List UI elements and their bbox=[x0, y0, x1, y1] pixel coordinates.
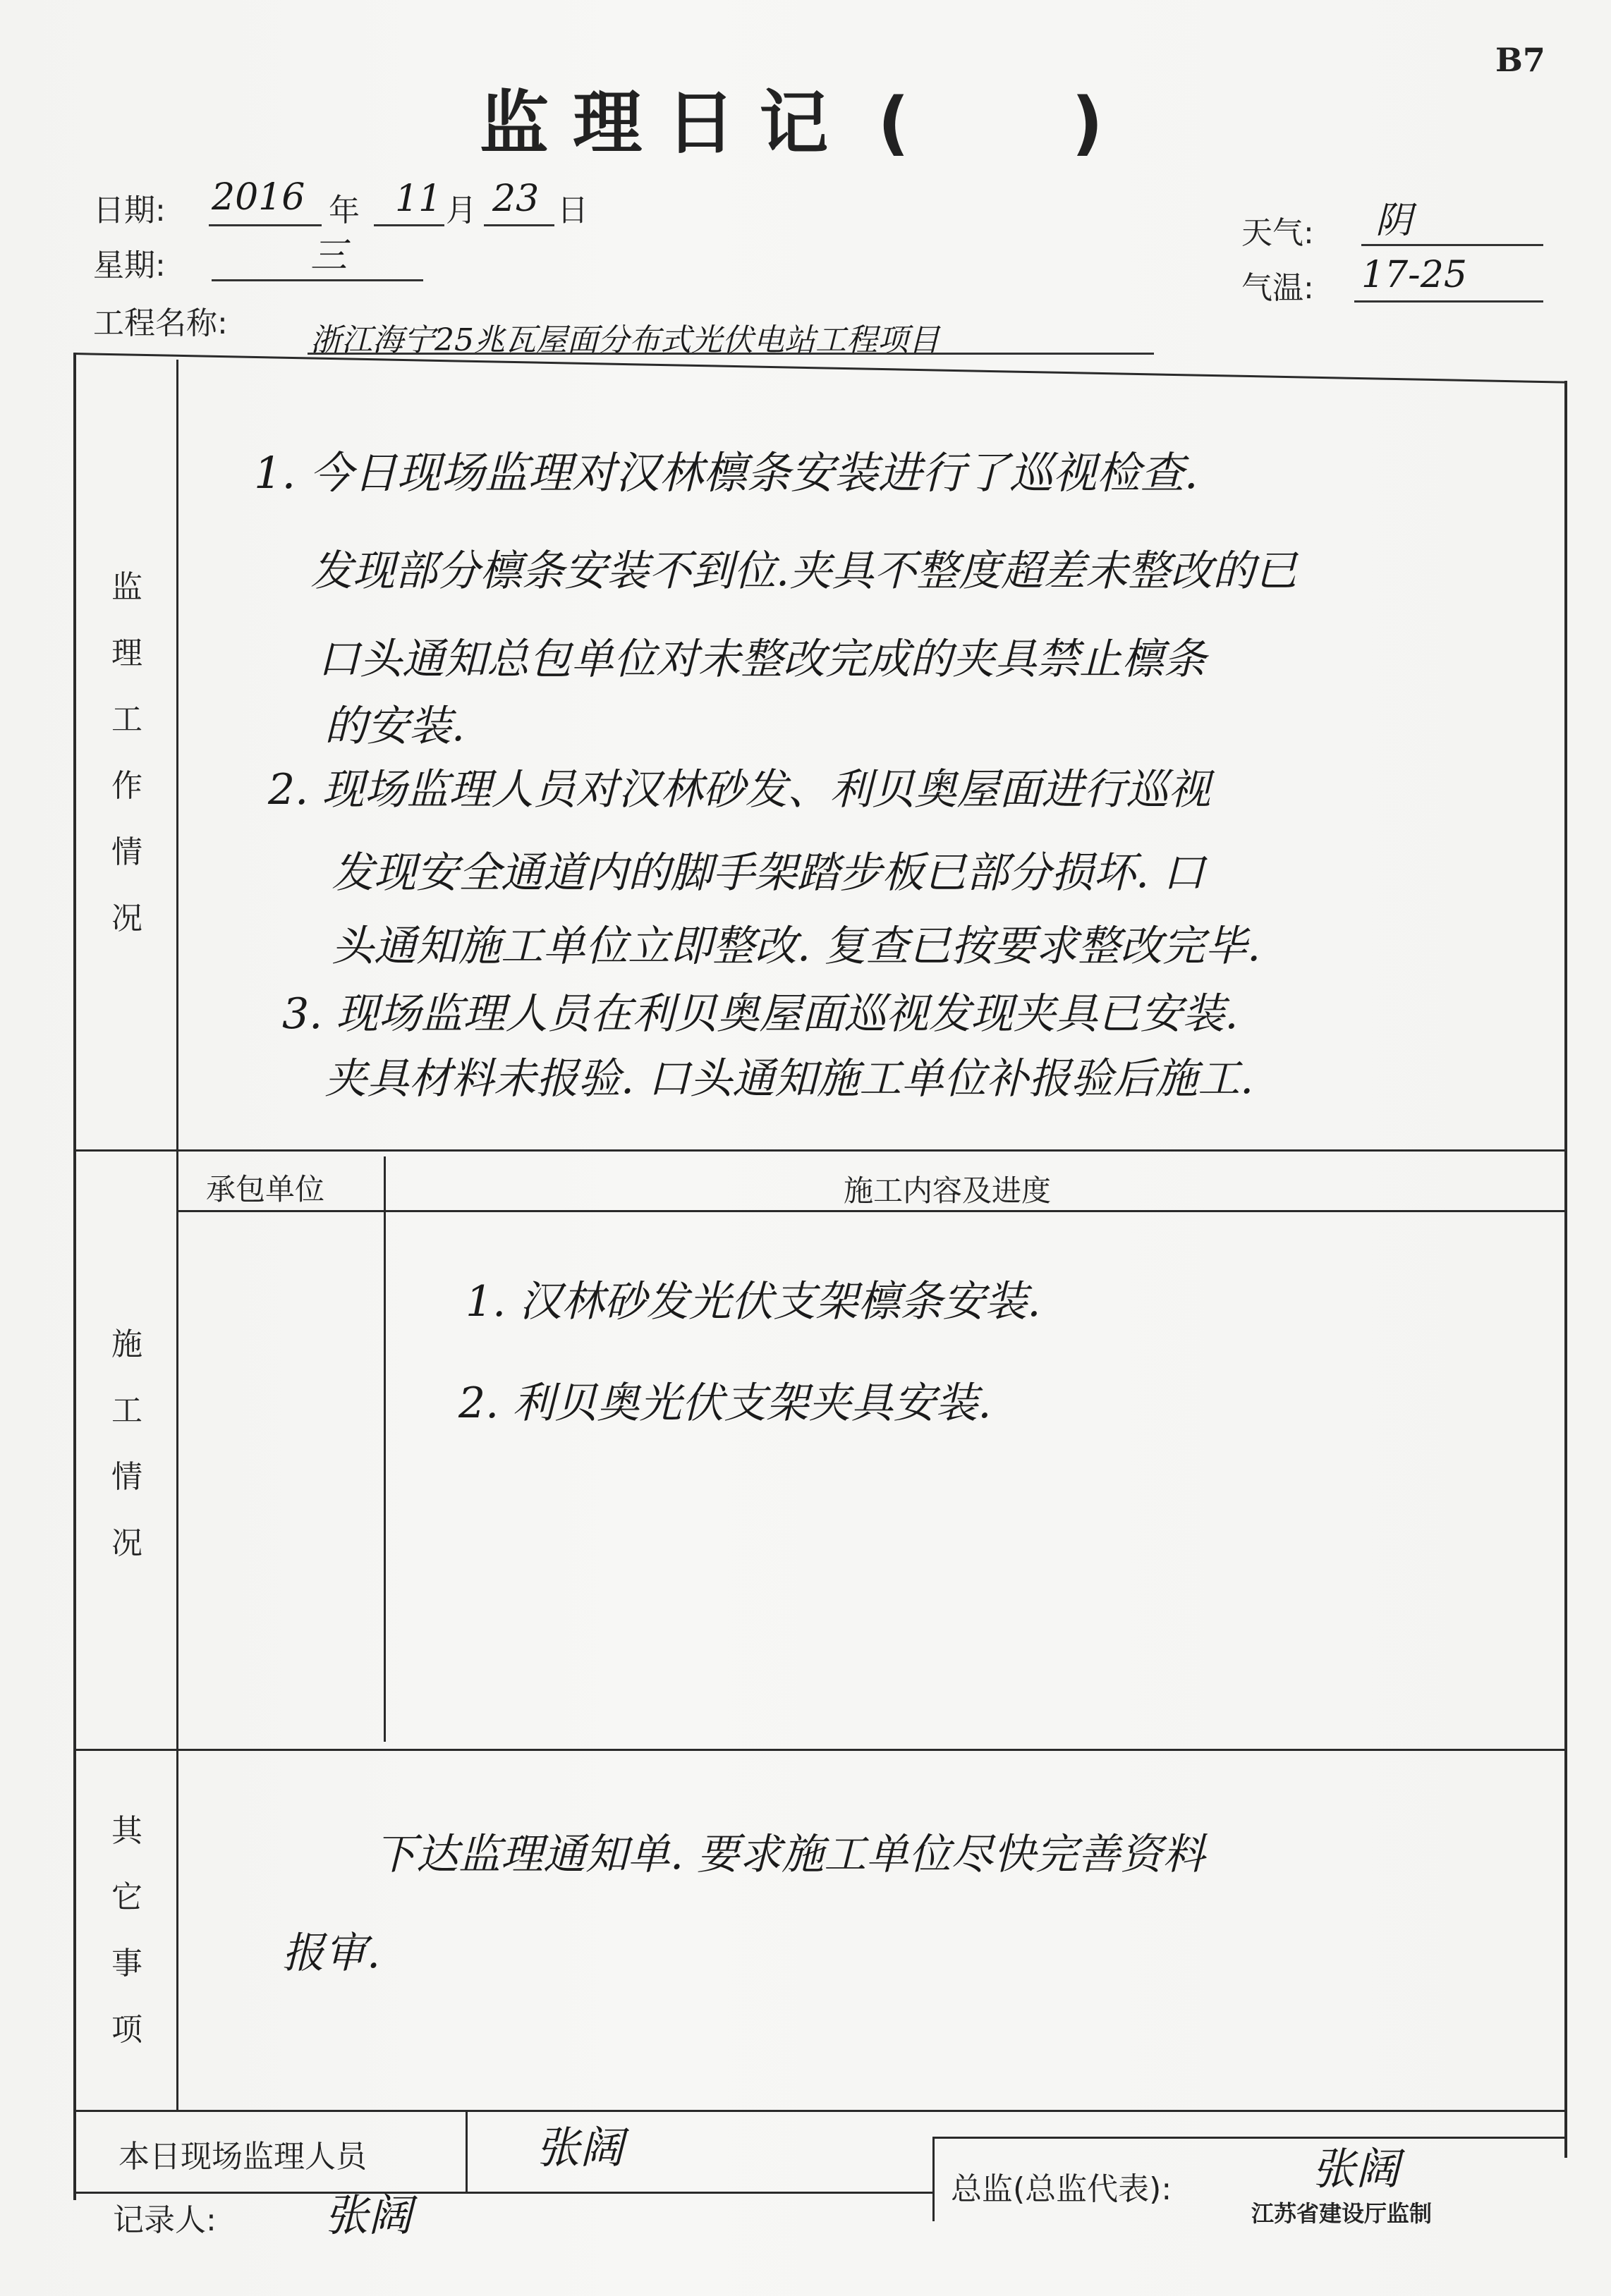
date-label: 日期: bbox=[93, 193, 166, 228]
supervision-line: 的安装. bbox=[324, 702, 466, 751]
chief-supervisor-signature: 张阔 bbox=[1312, 2143, 1400, 2194]
chief-supervisor-label: 总监(总监代表): bbox=[951, 2171, 1172, 2207]
content-column-header: 施工内容及进度 bbox=[844, 1173, 1052, 1208]
issuer-text: 江苏省建设厅监制 bbox=[1251, 2200, 1433, 2227]
supervision-line: 口头通知总包单位对未整改完成的夹具禁止檩条 bbox=[317, 635, 1206, 684]
title-paren-close: ) bbox=[1071, 83, 1103, 164]
supervision-line: 3. 现场监理人员在利贝奥屋面巡视发现夹具已安装. bbox=[282, 989, 1239, 1039]
construction-line: 2. 利贝奥光伏支架夹具安装. bbox=[458, 1379, 992, 1428]
weather-value: 阴 bbox=[1375, 200, 1413, 242]
weekday-value: 三 bbox=[310, 235, 348, 277]
project-name-value: 浙江海宁25兆瓦屋面分布式光伏电站工程项目 bbox=[310, 322, 940, 358]
temp-value: 17-25 bbox=[1361, 254, 1467, 296]
recorder-signature: 张阔 bbox=[324, 2190, 413, 2241]
weather-label: 天气: bbox=[1241, 215, 1314, 251]
supervision-line: 2. 现场监理人员对汉林砂发、利贝奥屋面进行巡视 bbox=[268, 765, 1211, 814]
year-unit: 年 bbox=[329, 193, 360, 228]
page-title bbox=[480, 68, 1103, 167]
month-value: 11 bbox=[395, 178, 442, 220]
construction-section-label: 施 工 情 况 bbox=[111, 1326, 142, 1561]
onsite-staff-signature: 张阔 bbox=[536, 2122, 624, 2173]
weekday-label: 星期: bbox=[93, 248, 166, 283]
contractor-column-header: 承包单位 bbox=[206, 1172, 325, 1207]
other-line: 下达监理通知单. 要求施工单位尽快完善资料 bbox=[374, 1830, 1205, 1879]
recorder-label: 记录人: bbox=[113, 2202, 217, 2238]
supervision-section-label: 监 理 工 作 情 况 bbox=[111, 569, 142, 936]
supervision-line: 夹具材料未报验. 口头通知施工单位补报验后施工. bbox=[324, 1054, 1254, 1104]
year-value: 2016 bbox=[212, 176, 305, 219]
day-value: 23 bbox=[492, 178, 540, 220]
supervision-line: 发现安全通道内的脚手架踏步板已部分损坏. 口 bbox=[332, 848, 1205, 898]
month-unit: 月 bbox=[446, 193, 477, 228]
title-text: 监 理 日 记 bbox=[480, 83, 829, 164]
title-paren-open: ( bbox=[877, 83, 910, 164]
day-unit: 日 bbox=[557, 193, 588, 228]
onsite-staff-label: 本日现场监理人员 bbox=[118, 2139, 367, 2175]
form-code: B7 bbox=[1495, 41, 1545, 79]
other-line: 报审. bbox=[282, 1929, 381, 1978]
construction-line: 1. 汉林砂发光伏支架檩条安装. bbox=[466, 1277, 1041, 1326]
supervision-line: 头通知施工单位立即整改. 复查已按要求整改完毕. bbox=[332, 922, 1261, 971]
supervision-line: 1. 今日现场监理对汉林檩条安装进行了巡视检查. bbox=[254, 447, 1198, 499]
temp-label: 气温: bbox=[1241, 270, 1314, 306]
other-section-label: 其 它 事 项 bbox=[111, 1813, 142, 2048]
supervision-line: 发现部分檩条安装不到位.夹具不整度超差未整改的已 bbox=[310, 546, 1298, 596]
project-label: 工程名称: bbox=[93, 305, 228, 341]
